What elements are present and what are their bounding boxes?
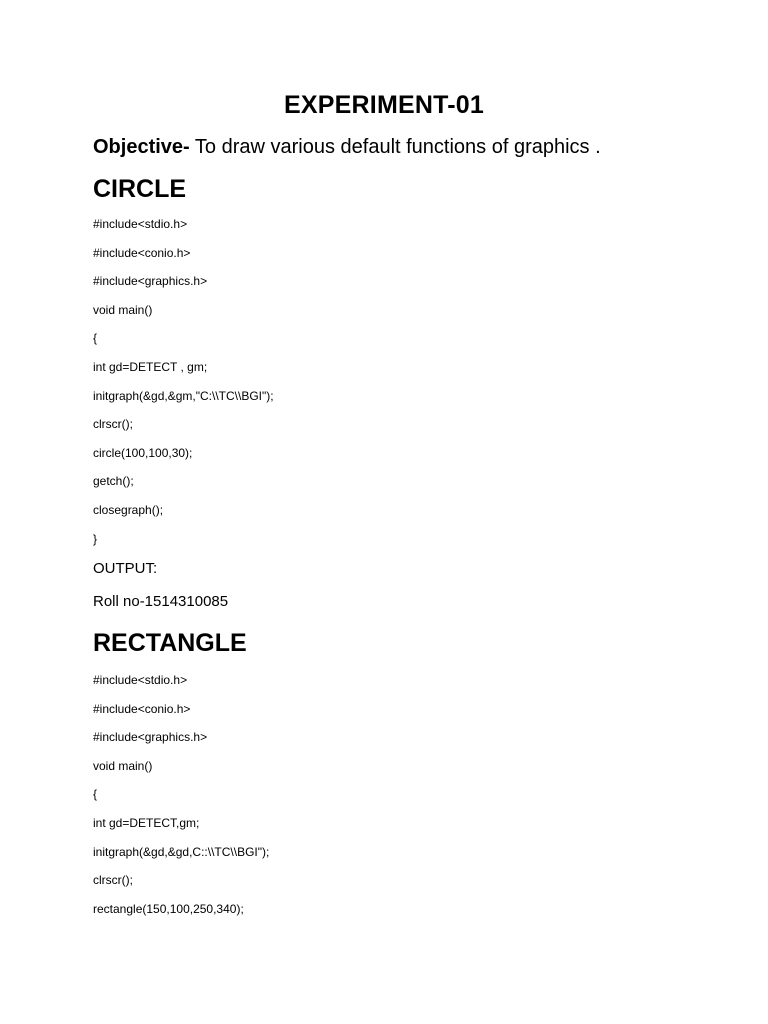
rectangle-heading: RECTANGLE (93, 629, 247, 657)
code-line: initgraph(&gd,&gm,"C:\\TC\\BGI"); (93, 388, 274, 403)
code-line: int gd=DETECT , gm; (93, 359, 208, 374)
code-line: rectangle(150,100,250,340); (93, 901, 244, 916)
code-line: #include<stdio.h> (93, 673, 188, 687)
code-line: #include<stdio.h> (93, 217, 188, 231)
code-line: closegraph(); (93, 502, 164, 517)
circle-code-block (93, 210, 274, 553)
objective-label: Objective- (93, 136, 190, 158)
roll-number: Roll no-1514310085 (93, 593, 229, 610)
objective-text: To draw various default functions of graphics . (189, 136, 601, 158)
code-line: int gd=DETECT,gm; (93, 815, 200, 830)
code-line: { (93, 787, 98, 802)
code-line: #include<conio.h> (93, 701, 191, 716)
code-line: circle(100,100,30); (93, 445, 193, 460)
code-line: getch(); (93, 474, 134, 489)
page-title: EXPERIMENT-01 (284, 91, 484, 119)
code-line: clrscr(); (93, 417, 133, 432)
objective-line (93, 133, 601, 161)
code-line: { (93, 331, 98, 346)
code-line: #include<graphics.h> (93, 274, 208, 289)
code-line: clrscr(); (93, 873, 133, 888)
output-label: OUTPUT: (93, 560, 158, 577)
code-line: #include<graphics.h> (93, 730, 208, 745)
code-line: #include<conio.h> (93, 245, 191, 260)
code-line: void main() (93, 758, 153, 773)
circle-heading: CIRCLE (93, 175, 187, 203)
code-line: void main() (93, 302, 153, 317)
code-line: } (93, 531, 98, 546)
rectangle-code-block (93, 666, 269, 923)
code-line: initgraph(&gd,&gd,C::\\TC\\BGI"); (93, 844, 270, 859)
